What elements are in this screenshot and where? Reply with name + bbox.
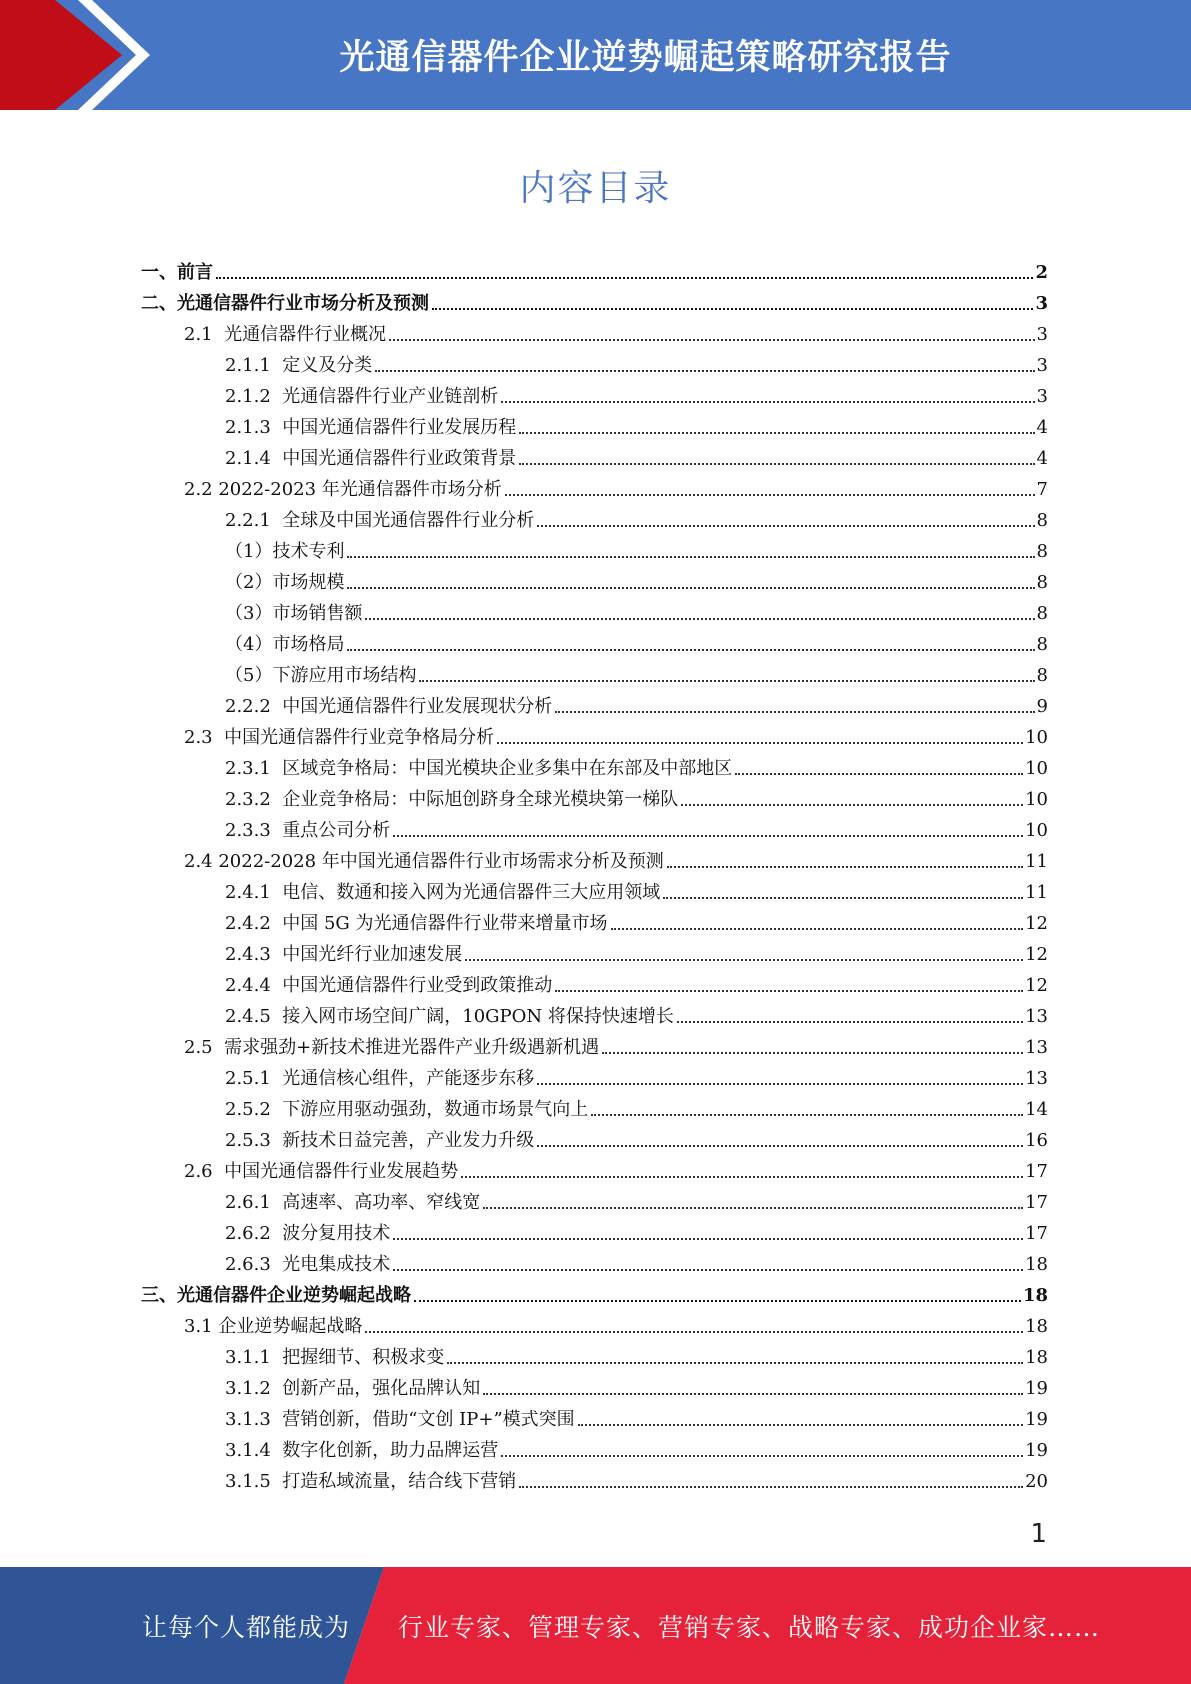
toc-entry-title: 新技术日益完善，产业发力升级 — [282, 1130, 535, 1151]
toc-entry[interactable] — [225, 1059, 1048, 1090]
toc-entry-page: 13 — [1025, 1037, 1048, 1058]
toc-dot-leader — [389, 339, 1034, 341]
toc-dot-leader — [578, 1424, 1023, 1426]
toc-entry-title: 区域竞争格局：中国光模块企业多集中在东部及中部地区 — [282, 758, 733, 779]
toc-dot-leader — [447, 1362, 1023, 1364]
toc-entry-title: 二、光通信器件行业市场分析及预测 — [141, 293, 429, 314]
toc-entry[interactable] — [141, 284, 1048, 315]
toc-entry-page: 12 — [1025, 913, 1048, 934]
toc-entry[interactable] — [184, 718, 1048, 749]
toc-entry-page: 11 — [1025, 851, 1048, 872]
toc-entry-page: 3 — [1035, 293, 1048, 314]
toc-dot-leader — [537, 1145, 1023, 1147]
toc-entry-title: 高速率、高功率、窄线宽 — [282, 1192, 481, 1213]
toc-entry[interactable] — [225, 811, 1048, 842]
toc-entry-title: （2）市场规模 — [225, 572, 345, 593]
toc-entry-title: 中国 5G 为光通信器件行业带来增量市场 — [282, 913, 608, 934]
toc-dot-leader — [347, 556, 1034, 558]
toc-dot-leader — [555, 990, 1023, 992]
toc-entry-title: （3）市场销售额 — [225, 603, 363, 624]
toc-entry-page: 7 — [1036, 479, 1048, 500]
toc-entry-page: 17 — [1025, 1192, 1048, 1213]
toc-dot-leader — [602, 1052, 1023, 1054]
footer-banner — [0, 1567, 1191, 1684]
toc-entry[interactable] — [225, 1090, 1048, 1121]
toc-dot-leader — [591, 1114, 1023, 1116]
toc-entry-number: 2.4 — [184, 851, 219, 872]
toc-entry-number: 2.2.2 — [225, 696, 283, 717]
toc-entry-title: 定义及分类 — [282, 355, 373, 376]
toc-entry-title: 企业竞争格局：中际旭创跻身全球光模块第一梯队 — [282, 789, 679, 810]
toc-entry[interactable] — [225, 408, 1048, 439]
toc-dot-leader — [347, 649, 1034, 651]
toc-entry-number: 2.1.4 — [225, 448, 283, 469]
header-banner — [0, 0, 1191, 110]
toc-entry-page: 16 — [1025, 1130, 1048, 1151]
toc-dot-leader — [501, 1455, 1023, 1457]
toc-entry-page: 9 — [1036, 696, 1048, 717]
toc-entry-title: 中国光通信器件行业发展现状分析 — [282, 696, 553, 717]
toc-entry-title: 电信、数通和接入网为光通信器件三大应用领域 — [282, 882, 661, 903]
toc-entry[interactable] — [141, 1276, 1048, 1307]
toc-entry-page: 12 — [1025, 944, 1048, 965]
toc-entry[interactable] — [225, 687, 1048, 718]
toc-entry-page: 8 — [1036, 665, 1048, 686]
toc-entry-title: （4）市场格局 — [225, 634, 345, 655]
toc-entry-number: 2.3.3 — [225, 820, 283, 841]
toc-entry-number: 2.6.2 — [225, 1223, 283, 1244]
page-number: 1 — [1030, 1519, 1047, 1549]
toc-entry-number: 3.1 — [184, 1316, 219, 1337]
toc-entry[interactable] — [225, 377, 1048, 408]
toc-entry-number: 2.3 — [184, 727, 225, 748]
toc-entry-title: 需求强劲+新技术推进光器件产业升级遇新机遇 — [224, 1037, 600, 1058]
toc-entry-page: 8 — [1036, 541, 1048, 562]
toc-entry-number: 3.1.5 — [225, 1471, 283, 1492]
toc-dot-leader — [667, 866, 1023, 868]
toc-entry-page: 3 — [1036, 324, 1048, 345]
toc-entry-title: （1）技术专利 — [225, 541, 345, 562]
toc-dot-leader — [735, 773, 1023, 775]
toc-entry-number: 2.1.2 — [225, 386, 283, 407]
toc-entry-title: 光通信核心组件，产能逐步东移 — [282, 1068, 535, 1089]
toc-dot-leader — [432, 308, 1033, 310]
toc-entry[interactable] — [225, 1214, 1048, 1245]
toc-entry-page: 2 — [1035, 262, 1048, 283]
toc-dot-leader — [677, 1021, 1023, 1023]
toc-entry-page: 17 — [1025, 1161, 1048, 1182]
toc-entry-title: 波分复用技术 — [282, 1223, 391, 1244]
toc-dot-leader — [519, 463, 1034, 465]
toc-entry-page: 3 — [1036, 355, 1048, 376]
toc-dot-leader — [611, 928, 1024, 930]
toc-entry[interactable] — [225, 780, 1048, 811]
toc-entry-title: 中国光通信器件行业政策背景 — [282, 448, 517, 469]
toc-entry-number: 2.6 — [184, 1161, 225, 1182]
toc-entry[interactable] — [225, 966, 1048, 997]
toc-entry[interactable] — [225, 997, 1048, 1028]
header-chevron-decoration — [0, 0, 200, 110]
toc-entry-page: 10 — [1025, 820, 1048, 841]
toc-entry-page: 19 — [1025, 1409, 1048, 1430]
toc-entry-title: 2022-2023 年光通信器件市场分析 — [218, 479, 502, 500]
toc-entry[interactable] — [225, 1338, 1048, 1369]
toc-entry-title: 重点公司分析 — [282, 820, 391, 841]
toc-entry-number: 2.2.1 — [225, 510, 283, 531]
toc-entry[interactable] — [225, 1369, 1048, 1400]
toc-entry[interactable] — [225, 935, 1048, 966]
footer-slogan-right: 行业专家、管理专家、营销专家、战略专家、成功企业家…… — [398, 1612, 1101, 1642]
toc-entry-page: 4 — [1036, 448, 1048, 469]
toc-dot-leader — [501, 401, 1034, 403]
toc-dot-leader — [483, 1207, 1023, 1209]
toc-entry[interactable] — [225, 532, 1048, 563]
toc-dot-leader — [537, 1083, 1023, 1085]
toc-entry-page: 20 — [1025, 1471, 1048, 1492]
toc-entry-title: （5）下游应用市场结构 — [225, 665, 417, 686]
toc-entry-title: 中国光通信器件行业发展历程 — [282, 417, 517, 438]
toc-entry-number: 2.6.1 — [225, 1192, 283, 1213]
footer-slogan-left: 让每个人都能成为 — [142, 1612, 351, 1642]
toc-dot-leader — [519, 1486, 1023, 1488]
toc-dot-leader — [537, 525, 1034, 527]
toc-entry-number: 2.4.2 — [225, 913, 283, 934]
toc-dot-leader — [393, 1269, 1023, 1271]
toc-entry-number: 3.1.3 — [225, 1409, 283, 1430]
toc-entry-number: 3.1.2 — [225, 1378, 283, 1399]
toc-entry-title: 下游应用驱动强劲，数通市场景气向上 — [282, 1099, 589, 1120]
toc-entry-page: 10 — [1025, 789, 1048, 810]
toc-dot-leader — [365, 1331, 1023, 1333]
toc-entry-number: 3.1.4 — [225, 1440, 283, 1461]
toc-entry-title: 企业逆势崛起战略 — [218, 1316, 363, 1337]
toc-entry-page: 3 — [1036, 386, 1048, 407]
toc-entry-page: 13 — [1025, 1068, 1048, 1089]
toc-entry-page: 18 — [1025, 1254, 1048, 1275]
toc-entry-title: 营销创新，借助“文创 IP+”模式突围 — [282, 1409, 575, 1430]
toc-heading: 内容目录 — [519, 168, 672, 209]
toc-entry-title: 三、光通信器件企业逆势崛起战略 — [141, 1285, 411, 1306]
toc-entry[interactable] — [225, 1462, 1048, 1493]
toc-entry-page: 17 — [1025, 1223, 1048, 1244]
report-title: 光通信器件企业逆势崛起策略研究报告 — [339, 38, 952, 78]
toc-dot-leader — [419, 680, 1034, 682]
toc-entry[interactable] — [225, 1183, 1048, 1214]
toc-entry-title: 把握细节、积极求变 — [282, 1347, 445, 1368]
toc-entry-title: 2022-2028 年中国光通信器件行业市场需求分析及预测 — [218, 851, 664, 872]
toc-dot-leader — [519, 432, 1034, 434]
toc-entry[interactable] — [225, 563, 1048, 594]
toc-entry-page: 14 — [1025, 1099, 1048, 1120]
toc-entry[interactable] — [225, 625, 1048, 656]
toc-entry[interactable] — [225, 873, 1048, 904]
toc-entry[interactable] — [184, 1307, 1048, 1338]
toc-entry-page: 4 — [1036, 417, 1048, 438]
toc-dot-leader — [375, 370, 1034, 372]
toc-entry-page: 12 — [1025, 975, 1048, 996]
toc-entry-number: 2.5.2 — [225, 1099, 283, 1120]
toc-entry-number: 3.1.1 — [225, 1347, 283, 1368]
toc-entry[interactable] — [225, 1400, 1048, 1431]
toc-entry-page: 8 — [1036, 634, 1048, 655]
toc-entry[interactable] — [184, 470, 1048, 501]
toc-entry[interactable] — [184, 1028, 1048, 1059]
toc-entry-number: 2.5.3 — [225, 1130, 283, 1151]
toc-entry-page: 8 — [1036, 510, 1048, 531]
toc-entry-title: 创新产品，强化品牌认知 — [282, 1378, 481, 1399]
toc-dot-leader — [555, 711, 1034, 713]
toc-entry[interactable] — [184, 315, 1048, 346]
toc-entry-title: 光通信器件行业产业链剖析 — [282, 386, 499, 407]
toc-entry-number: 2.6.3 — [225, 1254, 283, 1275]
toc-entry-title: 光通信器件行业概况 — [224, 324, 387, 345]
toc-entry-title: 一、前言 — [141, 262, 213, 283]
toc-entry[interactable] — [225, 501, 1048, 532]
toc-dot-leader — [663, 897, 1023, 899]
toc-entry[interactable] — [184, 842, 1048, 873]
toc-entry-title: 中国光纤行业加速发展 — [282, 944, 463, 965]
toc-entry-page: 19 — [1025, 1378, 1048, 1399]
toc-entry-title: 全球及中国光通信器件行业分析 — [282, 510, 535, 531]
toc-dot-leader — [681, 804, 1023, 806]
toc-entry-number: 2.4.5 — [225, 1006, 283, 1027]
toc-entry[interactable] — [141, 253, 1048, 284]
toc-entry-title: 光电集成技术 — [282, 1254, 391, 1275]
toc-dot-leader — [461, 1176, 1023, 1178]
toc-entry-page: 8 — [1036, 603, 1048, 624]
toc-entry-number: 2.1 — [184, 324, 225, 345]
toc-entry-number: 2.1.3 — [225, 417, 283, 438]
toc-entry-title: 数字化创新，助力品牌运营 — [282, 1440, 499, 1461]
toc-entry-page: 18 — [1022, 1285, 1048, 1306]
toc-entry[interactable] — [184, 1152, 1048, 1183]
toc-entry[interactable] — [225, 1245, 1048, 1276]
toc-entry[interactable] — [225, 749, 1048, 780]
toc-entry[interactable] — [225, 594, 1048, 625]
toc-dot-leader — [393, 835, 1023, 837]
toc-entry-page: 19 — [1025, 1440, 1048, 1461]
toc-entry-page: 18 — [1025, 1316, 1048, 1337]
toc-entry[interactable] — [225, 1121, 1048, 1152]
toc-entry-number: 2.4.3 — [225, 944, 283, 965]
toc-dot-leader — [505, 494, 1035, 496]
toc-entry[interactable] — [225, 439, 1048, 470]
toc-dot-leader — [483, 1393, 1023, 1395]
toc-entry-page: 11 — [1025, 882, 1048, 903]
toc-entry-title: 中国光通信器件行业受到政策推动 — [282, 975, 553, 996]
toc-entry[interactable] — [225, 346, 1048, 377]
toc-entry-title: 打造私域流量，结合线下营销 — [282, 1471, 517, 1492]
toc-entry-page: 13 — [1025, 1006, 1048, 1027]
toc-entry-number: 2.1.1 — [225, 355, 283, 376]
toc-entry-page: 18 — [1025, 1347, 1048, 1368]
toc-entry-number: 2.5.1 — [225, 1068, 283, 1089]
toc-dot-leader — [414, 1300, 1021, 1302]
toc-dot-leader — [347, 587, 1034, 589]
toc-entry[interactable] — [225, 904, 1048, 935]
toc-entry-number: 2.4.1 — [225, 882, 283, 903]
toc-dot-leader — [365, 618, 1034, 620]
toc-dot-leader — [393, 1238, 1023, 1240]
toc-entry-number: 2.3.2 — [225, 789, 283, 810]
toc-entry-number: 2.2 — [184, 479, 219, 500]
toc-entry-page: 10 — [1025, 758, 1048, 779]
toc-entry-title: 接入网市场空间广阔，10GPON 将保持快速增长 — [282, 1006, 674, 1027]
toc-entry-number: 2.5 — [184, 1037, 225, 1058]
toc-dot-leader — [465, 959, 1023, 961]
toc-entry-title: 中国光通信器件行业发展趋势 — [224, 1161, 459, 1182]
toc-entry-number: 2.3.1 — [225, 758, 283, 779]
toc-entry-page: 10 — [1025, 727, 1048, 748]
toc-dot-leader — [497, 742, 1023, 744]
toc-entry[interactable] — [225, 1431, 1048, 1462]
toc-dot-leader — [216, 277, 1033, 279]
toc-entry[interactable] — [225, 656, 1048, 687]
toc-entry-title: 中国光通信器件行业竞争格局分析 — [224, 727, 495, 748]
toc-entry-page: 8 — [1036, 572, 1048, 593]
toc-entry-number: 2.4.4 — [225, 975, 283, 996]
